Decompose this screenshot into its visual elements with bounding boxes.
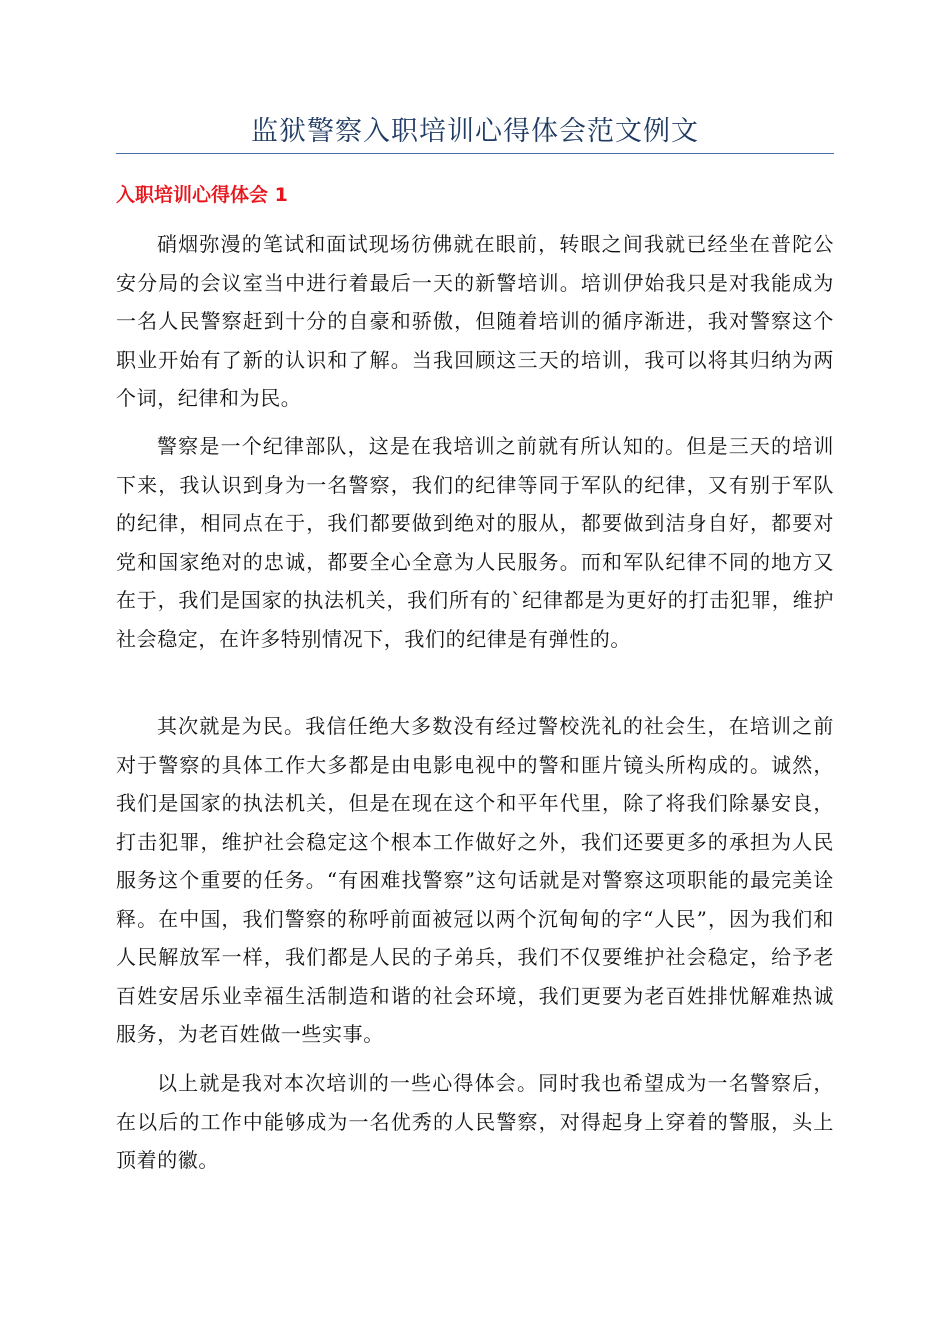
document-title: 监狱警察入职培训心得体会范文例文 [251,116,699,147]
body-paragraph-2: 警察是一个纪律部队，这是在我培训之前就有所认知的。但是三天的培训下来，我认识到身为一名警察，我们的纪律等同于军队的纪律，又有别于军队的纪律，相同点在于，我们都要做到绝对的服从，都要做到洁身自好，都要对党和国家绝对的忠诚，都要全心全意为人民服务。而和军队纪律不同的地方又在于，我们是国家的执法机关，我们所有的`纪律都是为更好的打击犯罪，维护社会稳定，在许多特别情况下，我们的纪律是有弹性的。 [116,434,834,651]
section-heading: 入职培训心得体会 1 [116,184,288,206]
title-underline [116,153,834,154]
body-paragraph-3: 其次就是为民。我信任绝大多数没有经过警校洗礼的社会生，在培训之前对于警察的具体工作大多都是由电影电视中的警和匪片镜头所构成的。诚然，我们是国家的执法机关，但是在现在这个和平年代里，除了将我们除暴安良，打击犯罪，维护社会稳定这个根本工作做好之外，我们还要更多的承担为人民服务这个重要的任务。“有困难找警察”这句话就是对警察这项职能的最完美诠释。在中国，我们警察的称呼前面被冠以两个沉甸甸的字“人民”，因为我们和人民解放军一样，我们都是人民的子弟兵，我们不仅要维护社会稳定，给予老百姓安居乐业幸福生活制造和谐的社会环境，我们更要为老百姓排忧解难热诚服务，为老百姓做一些实事。 [116,714,834,1046]
body-paragraph-1: 硝烟弥漫的笔试和面试现场彷佛就在眼前，转眼之间我就已经坐在普陀公安分局的会议室当中进行着最后一天的新警培训。培训伊始我只是对我能成为一名人民警察赶到十分的自豪和骄傲，但随着培训的循序渐进，我对警察这个职业开始有了新的认识和了解。当我回顾这三天的培训，我可以将其归纳为两个词，纪律和为民。 [116,232,834,410]
body-paragraph-4: 以上就是我对本次培训的一些心得体会。同时我也希望成为一名警察后，在以后的工作中能够成为一名优秀的人民警察，对得起身上穿着的警服，头上顶着的徽。 [116,1071,834,1172]
